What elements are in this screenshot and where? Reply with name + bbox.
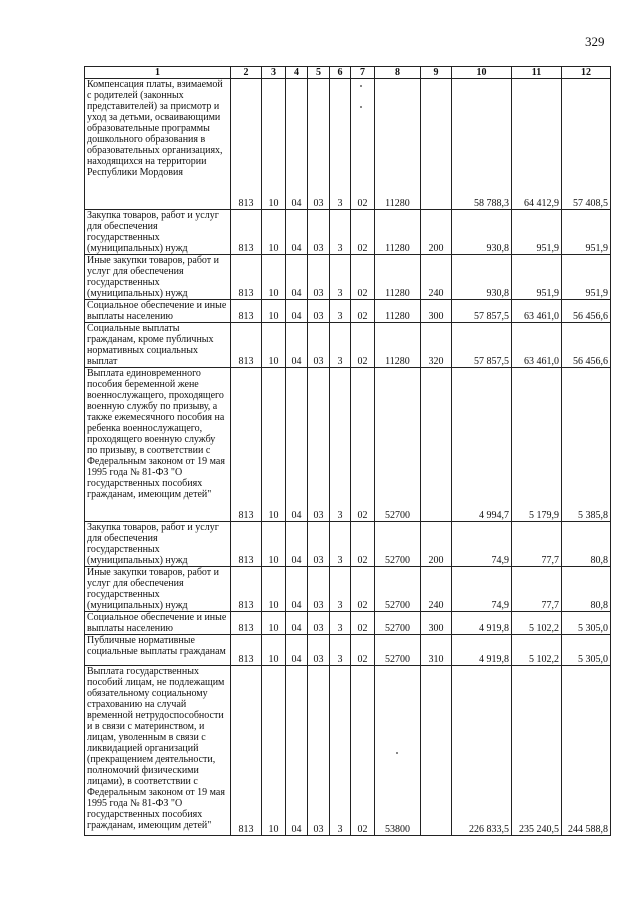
cell-c12: 80,8 [562,522,611,567]
cell-c4: 04 [286,567,308,612]
cell-c2: 813 [231,210,262,255]
cell-c8: 52700 [375,522,421,567]
column-header-12: 12 [562,67,611,79]
table-row [85,666,611,836]
cell-c2: 813 [231,522,262,567]
column-header-4: 4 [286,67,308,79]
row-name-cell: Публичные нормативные социальные выплаты гражданам [85,635,231,666]
cell-c10: 4 994,7 [452,368,512,522]
cell-c10: 57 857,5 [452,300,512,323]
cell-c11: 77,7 [512,567,562,612]
cell-c6: 3 [330,210,351,255]
cell-c7: 02 [351,323,375,368]
cell-c5: 03 [308,567,330,612]
row-name-cell: Выплата единовременного пособия беременной жене военнослужащего, проходящего военную службу по призыву, а также ежемесячного пособия на ребенка военнослужащего, проходящего военную службу по призыву, в соответствии с Федеральным законом от 19 мая 1995 года № 81-ФЗ "О государственных пособиях гражданам, имеющим детей" [85,368,231,522]
cell-c3: 10 [262,666,286,836]
cell-c10: 226 833,5 [452,666,512,836]
cell-c3: 10 [262,368,286,522]
row-name-cell: Социальное обеспечение и иные выплаты населению [85,300,231,323]
cell-c7: 02 [351,635,375,666]
scan-mark [360,106,362,108]
cell-c6: 3 [330,666,351,836]
cell-c5: 03 [308,323,330,368]
table-row [85,300,611,323]
cell-c2: 813 [231,323,262,368]
cell-c5: 03 [308,635,330,666]
cell-c7: 02 [351,210,375,255]
column-header-6: 6 [330,67,351,79]
row-name-cell: Социальные выплаты гражданам, кроме публичных нормативных социальных выплат [85,323,231,368]
cell-c10: 74,9 [452,522,512,567]
cell-c10: 58 788,3 [452,79,512,210]
cell-c9: 300 [421,300,452,323]
column-header-9: 9 [421,67,452,79]
cell-c10: 74,9 [452,567,512,612]
row-name-cell: Закупка товаров, работ и услуг для обеспечения государственных (муниципальных) нужд [85,210,231,255]
cell-c9: 300 [421,612,452,635]
table-row [85,79,611,210]
cell-c2: 813 [231,612,262,635]
table-row [85,323,611,368]
cell-c4: 04 [286,368,308,522]
cell-c8: 11280 [375,255,421,300]
cell-c5: 03 [308,79,330,210]
table-row [85,368,611,522]
cell-c6: 3 [330,612,351,635]
cell-c2: 813 [231,567,262,612]
cell-c8: 52700 [375,612,421,635]
cell-c11: 63 461,0 [512,323,562,368]
cell-c6: 3 [330,522,351,567]
cell-c12: 57 408,5 [562,79,611,210]
cell-c6: 3 [330,635,351,666]
cell-c11: 63 461,0 [512,300,562,323]
cell-c4: 04 [286,210,308,255]
column-header-10: 10 [452,67,512,79]
cell-c8: 52700 [375,635,421,666]
cell-c3: 10 [262,79,286,210]
cell-c12: 5 305,0 [562,635,611,666]
cell-c2: 813 [231,635,262,666]
cell-c2: 813 [231,666,262,836]
cell-c2: 813 [231,255,262,300]
cell-c4: 04 [286,666,308,836]
cell-c10: 4 919,8 [452,635,512,666]
cell-c3: 10 [262,255,286,300]
scan-mark [396,752,398,754]
table-body [85,79,611,836]
row-name-cell: Выплата государственных пособий лицам, не подлежащим обязательному социальному страхованию на случай временной нетрудоспособности и в связи с материнством, и лицам, уволенным в связи с ликвидацией организаций (прекращением деятельности, полномочий физическими лицами), в соответствии с Федеральным законом от 19 мая 1995 года № 81-ФЗ "О государственных пособиях гражданам, имеющим детей" [85,666,231,836]
cell-c7: 02 [351,79,375,210]
row-name-cell: Компенсация платы, взимаемой с родителей (законных представителей) за присмотр и уход за детьми, осваивающими образовательные программы дошкольного образования в образовательных организациях, находящихся на территории Республики Мордовия [85,79,231,210]
cell-c11: 5 179,9 [512,368,562,522]
cell-c9 [421,368,452,522]
cell-c8: 11280 [375,210,421,255]
cell-c5: 03 [308,300,330,323]
cell-c11: 64 412,9 [512,79,562,210]
cell-c9: 240 [421,567,452,612]
cell-c3: 10 [262,300,286,323]
cell-c6: 3 [330,255,351,300]
row-name-cell: Социальное обеспечение и иные выплаты населению [85,612,231,635]
cell-c11: 5 102,2 [512,635,562,666]
table-row [85,210,611,255]
table-header-row [85,67,611,79]
cell-c9 [421,79,452,210]
cell-c11: 5 102,2 [512,612,562,635]
table-row [85,567,611,612]
column-header-1: 1 [85,67,231,79]
table-row [85,612,611,635]
cell-c10: 930,8 [452,255,512,300]
cell-c9: 200 [421,522,452,567]
cell-c11: 951,9 [512,210,562,255]
cell-c8: 52700 [375,567,421,612]
cell-c9: 240 [421,255,452,300]
cell-c7: 02 [351,255,375,300]
cell-c10: 57 857,5 [452,323,512,368]
cell-c12: 5 385,8 [562,368,611,522]
cell-c8: 52700 [375,368,421,522]
cell-c5: 03 [308,522,330,567]
cell-c6: 3 [330,300,351,323]
cell-c4: 04 [286,300,308,323]
cell-c8: 11280 [375,300,421,323]
scan-mark [360,85,362,87]
cell-c7: 02 [351,567,375,612]
cell-c8: 53800 [375,666,421,836]
cell-c3: 10 [262,612,286,635]
cell-c12: 56 456,6 [562,300,611,323]
cell-c10: 4 919,8 [452,612,512,635]
cell-c5: 03 [308,612,330,635]
table-row [85,255,611,300]
cell-c7: 02 [351,300,375,323]
cell-c7: 02 [351,522,375,567]
column-header-2: 2 [231,67,262,79]
cell-c3: 10 [262,323,286,368]
cell-c11: 951,9 [512,255,562,300]
cell-c2: 813 [231,79,262,210]
cell-c6: 3 [330,368,351,522]
cell-c9: 320 [421,323,452,368]
column-header-7: 7 [351,67,375,79]
cell-c8: 11280 [375,79,421,210]
row-name-cell: Иные закупки товаров, работ и услуг для обеспечения государственных (муниципальных) нужд [85,255,231,300]
cell-c11: 77,7 [512,522,562,567]
row-name-cell: Иные закупки товаров, работ и услуг для обеспечения государственных (муниципальных) нужд [85,567,231,612]
cell-c12: 56 456,6 [562,323,611,368]
cell-c3: 10 [262,567,286,612]
cell-c12: 951,9 [562,210,611,255]
cell-c5: 03 [308,210,330,255]
cell-c7: 02 [351,666,375,836]
table-row [85,522,611,567]
cell-c4: 04 [286,522,308,567]
cell-c4: 04 [286,612,308,635]
row-name-cell: Закупка товаров, работ и услуг для обеспечения государственных (муниципальных) нужд [85,522,231,567]
cell-c12: 244 588,8 [562,666,611,836]
cell-c7: 02 [351,612,375,635]
cell-c5: 03 [308,666,330,836]
cell-c7: 02 [351,368,375,522]
cell-c10: 930,8 [452,210,512,255]
cell-c3: 10 [262,210,286,255]
cell-c3: 10 [262,635,286,666]
table-row [85,635,611,666]
cell-c12: 951,9 [562,255,611,300]
column-header-5: 5 [308,67,330,79]
column-header-3: 3 [262,67,286,79]
cell-c4: 04 [286,635,308,666]
cell-c6: 3 [330,79,351,210]
cell-c5: 03 [308,368,330,522]
column-header-11: 11 [512,67,562,79]
cell-c9: 310 [421,635,452,666]
cell-c2: 813 [231,368,262,522]
cell-c12: 5 305,0 [562,612,611,635]
cell-c9: 200 [421,210,452,255]
cell-c5: 03 [308,255,330,300]
budget-table [84,66,611,836]
cell-c6: 3 [330,323,351,368]
cell-c8: 11280 [375,323,421,368]
cell-c6: 3 [330,567,351,612]
cell-c9 [421,666,452,836]
column-header-8: 8 [375,67,421,79]
cell-c3: 10 [262,522,286,567]
cell-c2: 813 [231,300,262,323]
cell-c4: 04 [286,79,308,210]
cell-c12: 80,8 [562,567,611,612]
cell-c4: 04 [286,255,308,300]
page-number: 329 [585,34,605,49]
cell-c11: 235 240,5 [512,666,562,836]
cell-c4: 04 [286,323,308,368]
